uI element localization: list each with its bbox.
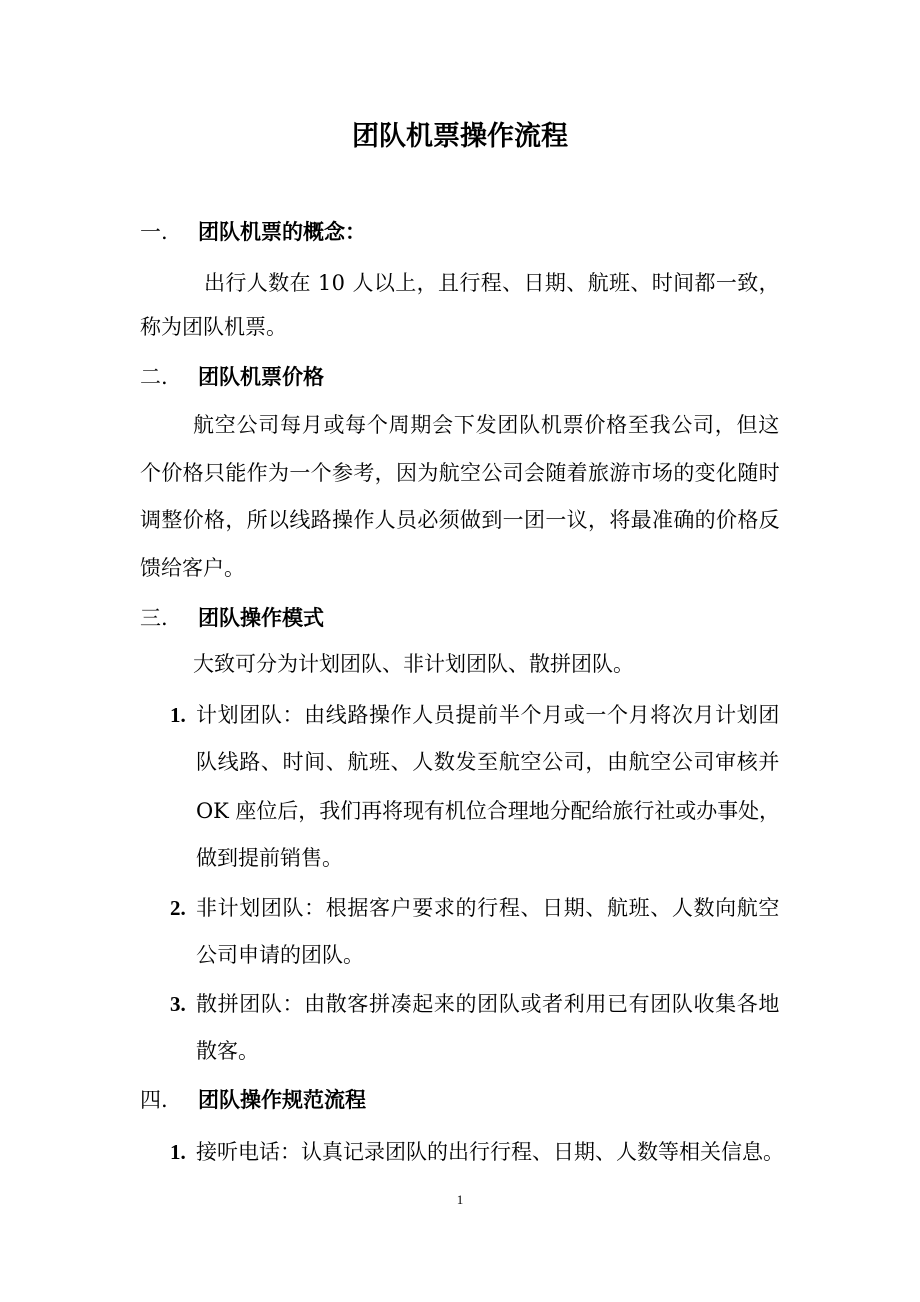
- list-number: 1.: [170, 1140, 186, 1164]
- list-number: 3.: [170, 992, 186, 1016]
- section-number: 二.: [140, 365, 168, 389]
- list-item-line: 散客。: [196, 1039, 259, 1063]
- list-item-line: 队线路、时间、航班、人数发至航空公司，由航空公司审核并: [196, 750, 780, 774]
- paragraph-line: 调整价格，所以线路操作人员必须做到一团一议，将最准确的价格反: [140, 508, 780, 532]
- paragraph-line: 馈给客户。: [140, 556, 245, 580]
- section-number: 四.: [140, 1088, 168, 1112]
- list-item-line: OK 座位后，我们再将现有机位合理地分配给旅行社或办事处，: [196, 799, 780, 823]
- section-number: 三.: [140, 606, 168, 630]
- paragraph-line: 航空公司每月或每个周期会下发团队机票价格至我公司，但这: [193, 413, 780, 437]
- list-item-line: 非计划团队：根据客户要求的行程、日期、航班、人数向航空: [196, 896, 780, 920]
- section-title: 团队机票的概念：: [198, 220, 366, 244]
- list-item-line: 散拼团队：由散客拼凑起来的团队或者利用已有团队收集各地: [196, 992, 780, 1016]
- section-1-heading: [140, 218, 366, 246]
- section-title: 团队机票价格: [198, 365, 324, 389]
- list-item-line: 公司申请的团队。: [196, 943, 364, 967]
- section-4-heading: [140, 1086, 366, 1114]
- section-title: 团队操作规范流程: [198, 1088, 366, 1112]
- list-item-line: 做到提前销售。: [196, 846, 343, 870]
- list-number: 1.: [170, 703, 186, 727]
- section-number: 一.: [140, 220, 168, 244]
- paragraph-line: 大致可分为计划团队、非计划团队、散拼团队。: [193, 652, 634, 676]
- list-item-line: 接听电话：认真记录团队的出行行程、日期、人数等相关信息。: [196, 1140, 784, 1164]
- section-3-heading: [140, 604, 324, 632]
- paragraph-line: 出行人数在 10 人以上，且行程、日期、航班、时间都一致，: [204, 271, 780, 295]
- paragraph-line: 个价格只能作为一个参考，因为航空公司会随着旅游市场的变化随时: [140, 461, 780, 485]
- list-number: 2.: [170, 896, 186, 920]
- section-title: 团队操作模式: [198, 606, 324, 630]
- list-item-line: 计划团队：由线路操作人员提前半个月或一个月将次月计划团: [196, 703, 780, 727]
- page-number: 1: [456, 1192, 464, 1207]
- paragraph-line: 称为团队机票。: [140, 315, 287, 339]
- section-2-heading: [140, 363, 324, 391]
- document-title: 团队机票操作流程: [352, 121, 568, 152]
